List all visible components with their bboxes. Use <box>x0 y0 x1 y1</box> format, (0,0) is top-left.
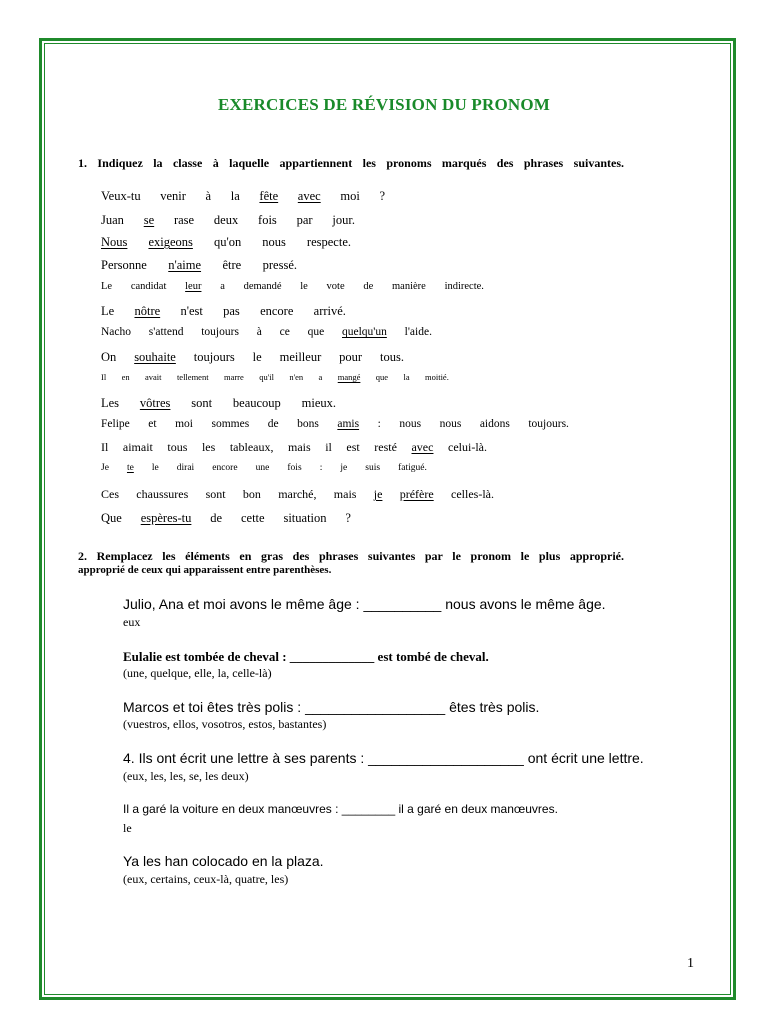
sentence-word: fois <box>258 213 277 227</box>
sentence-word: Le <box>101 281 113 292</box>
sentence-word: tableaux, <box>229 440 274 454</box>
sentence-line <box>101 396 336 411</box>
sentence-word: la <box>230 189 240 203</box>
sentence-word: encore <box>212 463 238 473</box>
sentence-word: que <box>375 372 389 382</box>
sentence-word: moi <box>175 418 193 430</box>
sentence-line <box>101 235 351 250</box>
marked-pronoun: avec <box>297 189 321 203</box>
sentence-word: a <box>318 372 323 382</box>
exercise-sentence: Marcos et toi êtes très polis : __________________ êtes très polis. <box>123 699 540 715</box>
sentence-word: candidat <box>130 281 167 292</box>
marked-pronoun: préfère <box>399 487 434 501</box>
sentence-line <box>101 281 484 292</box>
sentence-word: est <box>346 440 360 454</box>
sentence-word: beaucoup <box>232 396 281 410</box>
sentence-word: mais <box>288 440 311 454</box>
sentence-word: ? <box>345 511 351 525</box>
sentence-word: à <box>205 189 212 203</box>
sentence-word: moi <box>340 189 360 203</box>
sentence-word: tous. <box>379 350 404 364</box>
sentence-word: une <box>255 463 270 473</box>
sentence-word: que <box>307 326 325 338</box>
sentence-word: bons <box>297 418 319 430</box>
sentence-word: de <box>267 418 279 430</box>
sentence-word: venir <box>160 189 186 203</box>
sentence-word: fois <box>287 463 302 473</box>
exercise-sentence: Ya les han colocado en la plaza. <box>123 853 324 869</box>
sentence-line <box>101 487 494 502</box>
sentence-word: meilleur <box>279 350 322 364</box>
marked-pronoun: je <box>373 487 383 501</box>
sentence-line <box>101 326 432 338</box>
sentence-word: n'est <box>180 304 203 318</box>
sentence-word: deux <box>213 213 239 227</box>
sentence-word: Il <box>101 372 107 382</box>
sentence-word: de <box>210 511 223 525</box>
sentence-word: celles-là. <box>451 487 494 501</box>
sentence-word: : <box>377 418 381 430</box>
sentence-line <box>101 213 355 228</box>
page-number: 1 <box>687 956 694 971</box>
sentence-word: être <box>222 258 242 272</box>
sentence-word: mais <box>333 487 357 501</box>
sentence-word: cette <box>240 511 265 525</box>
sentence-line <box>101 189 385 204</box>
exercise-sentence: 4. Ils ont écrit une lettre à ses parents : ____________________ ont écrit une lettre. <box>123 750 644 766</box>
sentence-line <box>101 372 449 382</box>
sentence-word: rase <box>173 213 195 227</box>
sentence-word: ? <box>379 189 385 203</box>
sentence-word: Nacho <box>101 326 132 338</box>
sentence-word: a <box>220 281 225 292</box>
sentence-word: la <box>403 372 410 382</box>
sentence-word: manière <box>392 281 426 292</box>
sentence-word: le <box>300 281 308 292</box>
marked-pronoun: souhaite <box>134 350 176 364</box>
marked-pronoun: vôtres <box>139 396 171 410</box>
sentence-word: je <box>340 463 348 473</box>
sentence-line <box>101 418 569 430</box>
sentence-word: aidons <box>479 418 510 430</box>
sentence-word: demandé <box>243 281 282 292</box>
sentence-word: sont <box>205 487 226 501</box>
sentence-word: Ces <box>101 487 119 501</box>
marked-pronoun: nôtre <box>134 304 161 318</box>
sentence-word: arrivé. <box>313 304 346 318</box>
marked-pronoun: Nous <box>101 235 128 249</box>
sentence-word: pas <box>223 304 240 318</box>
marked-pronoun: leur <box>185 281 202 292</box>
page-title: EXERCICES DE RÉVISION DU PRONOM <box>217 95 551 114</box>
exercise-options: (une, quelque, elle, la, celle-là) <box>123 666 272 680</box>
sentence-word: Veux-tu <box>101 189 141 203</box>
sentence-word: à <box>256 326 262 338</box>
sentence-line <box>101 463 427 473</box>
sentence-word: suis <box>365 463 381 473</box>
sentence-word: qu'il <box>259 372 274 382</box>
sentence-word: toujours <box>193 350 235 364</box>
sentence-word: nous <box>399 418 422 430</box>
sentence-word: l'aide. <box>404 326 432 338</box>
marked-pronoun: se <box>143 213 155 227</box>
sentence-word: le <box>252 350 262 364</box>
sentence-word: indirecte. <box>444 281 484 292</box>
marked-pronoun: amis <box>337 418 360 430</box>
sentence-word: marché, <box>278 487 317 501</box>
sentence-line <box>101 258 297 273</box>
marked-pronoun: exigeons <box>148 235 193 249</box>
sentence-word: aimait <box>122 440 153 454</box>
sentence-word: sont <box>191 396 213 410</box>
sentence-word: : <box>319 463 323 473</box>
sentence-word: Les <box>101 396 120 410</box>
exercise-options: (eux, certains, ceux-là, quatre, les) <box>123 872 289 886</box>
sentence-word: le <box>151 463 159 473</box>
marked-pronoun: espères-tu <box>140 511 192 525</box>
sentence-word: et <box>148 418 157 430</box>
sentence-word: nous <box>262 235 286 249</box>
sentence-line <box>101 304 346 319</box>
sentence-word: Je <box>101 463 109 473</box>
sentence-word: s'attend <box>148 326 184 338</box>
sentence-word: chaussures <box>136 487 189 501</box>
marked-pronoun: n'aime <box>168 258 202 272</box>
sentence-word: Le <box>101 304 115 318</box>
exercise-sentence: Julio, Ana et moi avons le même âge : __________ nous avons le même âge. <box>123 596 606 612</box>
question-2-subheading: approprié de ceux qui apparaissent entre parenthèses. <box>78 564 332 576</box>
sentence-word: resté <box>374 440 397 454</box>
exercise-options: eux <box>123 615 141 629</box>
sentence-word: qu'on <box>213 235 242 249</box>
sentence-word: tellement <box>176 372 209 382</box>
sentence-line <box>101 440 487 455</box>
sentence-word: pour <box>339 350 363 364</box>
sentence-word: de <box>363 281 374 292</box>
marked-pronoun: te <box>126 463 134 473</box>
sentence-word: toujours. <box>528 418 569 430</box>
sentence-word: fatigué. <box>398 463 427 473</box>
exercise-options: (vuestros, ellos, vosotros, estos, bastantes) <box>123 717 327 731</box>
sentence-word: bon <box>242 487 261 501</box>
sentence-word: Juan <box>101 213 124 227</box>
sentence-line <box>101 511 351 526</box>
sentence-word: sommes <box>211 418 250 430</box>
sentence-word: nous <box>439 418 462 430</box>
exercise-options: le <box>123 821 132 835</box>
sentence-word: n'en <box>289 372 304 382</box>
sentence-word: jour. <box>332 213 355 227</box>
sentence-word: mieux. <box>301 396 336 410</box>
sentence-word: situation <box>283 511 327 525</box>
sentence-word: en <box>121 372 130 382</box>
sentence-word: celui-là. <box>448 440 487 454</box>
sentence-word: dirai <box>176 463 195 473</box>
marked-pronoun: quelqu'un <box>342 326 387 338</box>
sentence-word: toujours <box>201 326 239 338</box>
question-2-heading: 2. Remplacez les éléments en gras des phrases suivantes par le pronom le plus approprié. <box>78 549 624 563</box>
exercise-sentence: Il a garé la voiture en deux manœuvres : ________ il a garé en deux manœuvres. <box>123 802 558 816</box>
sentence-word: ce <box>279 326 290 338</box>
sentence-word: vote <box>326 281 345 292</box>
sentence-word: moitié. <box>424 372 449 382</box>
sentence-word: les <box>201 440 216 454</box>
exercise-sentence: Eulalie est tombée de cheval : _____________ est tombé de cheval. <box>123 649 489 664</box>
sentence-word: Que <box>101 511 122 525</box>
marked-pronoun: avec <box>411 440 434 454</box>
marked-pronoun: mangé <box>337 372 361 382</box>
sentence-word: marre <box>223 372 244 382</box>
sentence-word: il <box>325 440 332 454</box>
sentence-word: pressé. <box>262 258 297 272</box>
sentence-word: respecte. <box>306 235 351 249</box>
sentence-word: Personne <box>101 258 147 272</box>
sentence-word: Felipe <box>101 418 130 430</box>
exercise-options: (eux, les, les, se, les deux) <box>123 769 249 783</box>
sentence-word: avait <box>145 372 162 382</box>
marked-pronoun: fête <box>259 189 279 203</box>
sentence-line <box>101 350 404 365</box>
sentence-word: Il <box>101 440 109 454</box>
sentence-word: On <box>101 350 117 364</box>
sentence-word: encore <box>260 304 294 318</box>
sentence-word: tous <box>167 440 188 454</box>
question-1-heading: 1. Indiquez la classe à laquelle appartiennent les pronoms marqués des phrases suivantes. <box>78 156 624 170</box>
sentence-word: par <box>296 213 313 227</box>
